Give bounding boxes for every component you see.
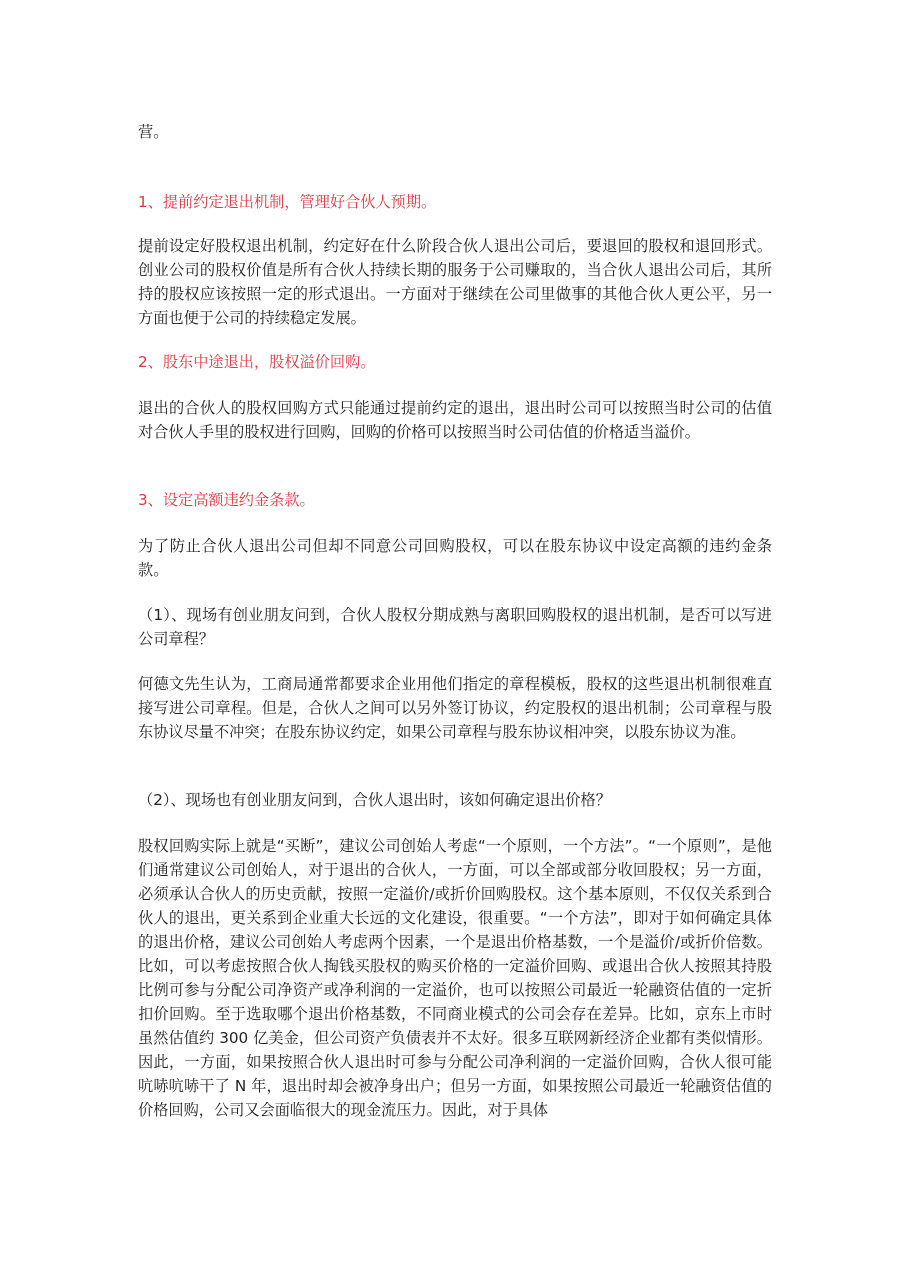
question-2: （2）、现场也有创业朋友问到，合伙人退出时，该如何确定退出价格？ [138,791,611,809]
question-1: （1）、现场有创业朋友问到，合伙人股权分期成熟与离职回购股权的退出机制，是否可以写进公司章程？ [138,606,772,648]
paragraph-3: 为了防止合伙人退出公司但却不同意公司回购股权，可以在股东协议中设定高额的违约金条款。 [138,537,772,579]
answer-1: 何德文先生认为，工商局通常都要求企业用他们指定的章程模板，股权的这些退出机制很难直接写进公司章程。但是，合伙人之间可以另外签订协议，约定股权的退出机制；公司章程与股东协议尽量不冲突；在股东协议约定，如果公司章程与股东协议相冲突，以股东协议为准。 [138,675,772,741]
paragraph-2: 退出的合伙人的股权回购方式只能通过提前约定的退出，退出时公司可以按照当时公司的估值对合伙人手里的股权进行回购，回购的价格可以按照当时公司估值的价格适当溢价。 [138,399,772,441]
section-heading-3: 3、设定高额违约金条款。 [138,491,315,509]
section-heading-1: 1、提前约定退出机制，管理好合伙人预期。 [138,193,437,211]
section-heading-2: 2、股东中途退出，股权溢价回购。 [138,353,376,371]
answer-2: 股权回购实际上就是“买断”，建议公司创始人考虑“一个原则，一个方法”。“一个原则”，是他们通常建议公司创始人，对于退出的合伙人，一方面，可以全部或部分收回股权；另一方面，必须承认合伙人的历史贡献，按照一定溢价/或折价回购股权。这个基本原则，不仅仅关系到合伙人的退出，更关系到企业重大长远的文化建设，很重要。“一个方法”，即对于如何确定具体的退出价格，建议公司创始人考虑两个因素，一个是退出价格基数，一个是溢价/或折价倍数。比如，可以考虑按照合伙人掏钱买股权的购买价格的一定溢价回购、或退出合伙人按照其持股比例可参与分配公司净资产或净利润的一定溢价，也可以按照公司最近一轮融资估值的一定折扣价回购。至于选取哪个退出价格基数，不同商业模式的公司会存在差异。比如，京东上市时虽然估值约 300 亿美金，但公司资产负债表并不太好。很多互联网新经济企业都有类似情形。因此，一方面，如果按照合伙人退出时可参与分配公司净利润的一定溢价回购，合伙人很可能吭哧吭哧干了 N 年，退出时却会被净身出户；但另一方面，如果按照公司最近一轮融资估值的价格回购，公司又会面临很大的现金流压力。因此，对于具体 [138,837,772,1119]
paragraph-1: 提前设定好股权退出机制，约定好在什么阶段合伙人退出公司后，要退回的股权和退回形式。创业公司的股权价值是所有合伙人持续长期的服务于公司赚取的，当合伙人退出公司后，其所持的股权应该按照一定的形式退出。一方面对于继续在公司里做事的其他合伙人更公平，另一方面也便于公司的持续稳定发展。 [138,237,772,327]
text-fragment: 营。 [138,123,169,141]
